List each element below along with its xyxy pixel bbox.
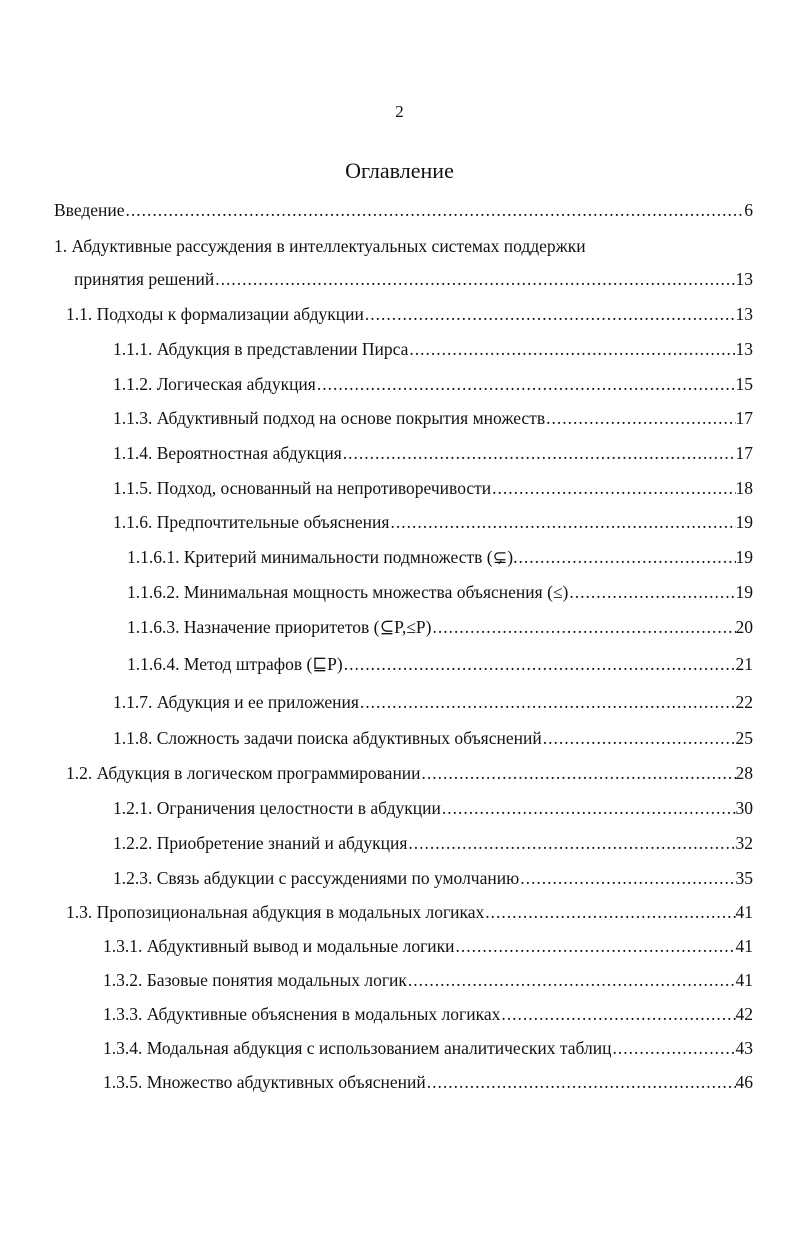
toc-entry-1-1-5[interactable] bbox=[113, 477, 753, 499]
toc-entry-1-3-2[interactable] bbox=[103, 969, 753, 991]
toc-entry-label: Введение bbox=[54, 200, 125, 220]
toc-entry-1-2-3[interactable] bbox=[113, 867, 753, 889]
page-number: 2 bbox=[395, 102, 404, 121]
toc-entry-page: 18 bbox=[735, 478, 753, 498]
toc-entry-page: 17 bbox=[735, 408, 753, 428]
toc-entry-introduction[interactable] bbox=[54, 199, 753, 221]
toc-entry-label: 1.1.6.1. Критерий минимальности подмножеств (⊊). bbox=[127, 547, 518, 567]
toc-entry-1-1-2[interactable] bbox=[113, 373, 753, 395]
toc-leader-dots bbox=[517, 546, 735, 568]
toc-entry-label: 1.1.1. Абдукция в представлении Пирса bbox=[113, 339, 409, 359]
toc-entry-label: 1.1.8. Сложность задачи поиска абдуктивных объяснений bbox=[113, 728, 542, 748]
toc-entry-label: принятия решений bbox=[74, 269, 215, 289]
toc-entry-1-3[interactable] bbox=[66, 901, 753, 923]
toc-leader-dots bbox=[343, 653, 736, 675]
toc-entry-label: 1.3.5. Множество абдуктивных объяснений bbox=[103, 1072, 426, 1092]
toc-entry-page: 41 bbox=[735, 936, 753, 956]
toc-entry-page: 32 bbox=[735, 833, 753, 853]
toc-entry-label: 1.2.1. Ограничения целостности в абдукции bbox=[113, 798, 441, 818]
toc-entry-page: 20 bbox=[735, 617, 753, 637]
toc-entry-label: 1.2. Абдукция в логическом программировании bbox=[66, 763, 421, 783]
toc-entry-label: 1.1.6.3. Назначение приоритетов (⊆P,≤P) bbox=[127, 617, 432, 637]
toc-entry-page: 25 bbox=[735, 728, 753, 748]
toc-entry-label: 1.1.7. Абдукция и ее приложения bbox=[113, 692, 359, 712]
toc-leader-dots bbox=[454, 935, 735, 957]
toc-entry-1-3-1[interactable] bbox=[103, 935, 753, 957]
toc-leader-dots bbox=[316, 373, 736, 395]
toc-entry-label: 1.3.2. Базовые понятия модальных логик bbox=[103, 970, 407, 990]
toc-entry-page: 17 bbox=[735, 443, 753, 463]
toc-leader-dots bbox=[500, 1003, 735, 1025]
toc-leader-dots bbox=[389, 511, 735, 533]
toc-entry-1-1[interactable] bbox=[66, 303, 753, 325]
toc-entry-label: 1.1.4. Вероятностная абдукция bbox=[113, 443, 342, 463]
toc-leader-dots bbox=[568, 581, 735, 603]
toc-entry-1-1-6-3[interactable] bbox=[127, 616, 753, 638]
toc-entry-label: 1.1.6. Предпочтительные объяснения bbox=[113, 512, 390, 532]
toc-entry-1-2-2[interactable] bbox=[113, 832, 753, 854]
toc-entry-1-1-4[interactable] bbox=[113, 442, 753, 464]
toc-entry-1-1-1[interactable] bbox=[113, 338, 753, 360]
toc-entry-label: 1.1.3. Абдуктивный подход на основе покрытия множеств bbox=[113, 408, 546, 428]
toc-entry-1-1-6[interactable] bbox=[113, 511, 753, 533]
toc-entry-1-1-6-1[interactable] bbox=[127, 546, 753, 568]
toc-leader-dots bbox=[545, 407, 735, 429]
toc-leader-dots bbox=[491, 477, 735, 499]
toc-entry-1-1-6-4[interactable] bbox=[127, 653, 753, 675]
toc-entry-page: 13 bbox=[735, 304, 753, 324]
toc-entry-page: 35 bbox=[735, 868, 753, 888]
toc-entry-1-1-6-2[interactable] bbox=[127, 581, 753, 603]
toc-leader-dots bbox=[519, 867, 735, 889]
toc-entry-1-3-5[interactable] bbox=[103, 1071, 753, 1093]
toc-entry-page: 28 bbox=[735, 763, 753, 783]
toc-entry-label: 1.1.2. Логическая абдукция bbox=[113, 374, 316, 394]
toc-entry-1-2[interactable] bbox=[66, 762, 753, 784]
toc-entry-page: 19 bbox=[735, 582, 753, 602]
toc-entry-1-3-3[interactable] bbox=[103, 1003, 753, 1025]
toc-entry-page: 19 bbox=[735, 512, 753, 532]
toc-leader-dots bbox=[431, 616, 735, 638]
toc-entry-chapter-1-cont[interactable] bbox=[74, 268, 753, 290]
toc-entry-page: 6 bbox=[744, 200, 753, 220]
toc-leader-dots bbox=[426, 1071, 736, 1093]
toc-entry-page: 13 bbox=[735, 339, 753, 359]
toc-entry-page: 21 bbox=[735, 654, 753, 674]
toc-leader-dots bbox=[441, 797, 736, 819]
toc-leader-dots bbox=[342, 442, 736, 464]
toc-entry-label: 1.1. Подходы к формализации абдукции bbox=[66, 304, 364, 324]
toc-entry-label: 1.3.1. Абдуктивный вывод и модальные логики bbox=[103, 936, 455, 956]
toc-entry-1-1-8[interactable] bbox=[113, 727, 753, 749]
toc-entry-page: 13 bbox=[735, 269, 753, 289]
toc-entry-1-2-1[interactable] bbox=[113, 797, 753, 819]
toc-entry-chapter-1[interactable] bbox=[54, 235, 586, 257]
toc-entry-label: 1.1.6.2. Минимальная мощность множества объяснения (≤) bbox=[127, 582, 569, 602]
toc-entry-page: 41 bbox=[735, 902, 753, 922]
toc-leader-dots bbox=[542, 727, 736, 749]
toc-leader-dots bbox=[421, 762, 736, 784]
toc-leader-dots bbox=[407, 969, 736, 991]
toc-entry-1-1-3[interactable] bbox=[113, 407, 753, 429]
toc-leader-dots bbox=[214, 268, 735, 290]
toc-entry-page: 19 bbox=[735, 547, 753, 567]
toc-leader-dots bbox=[611, 1037, 735, 1059]
toc-entry-label: 1.1.5. Подход, основанный на непротиворечивости bbox=[113, 478, 492, 498]
toc-entry-label: 1.2.2. Приобретение знаний и абдукция bbox=[113, 833, 408, 853]
toc-entry-label: 1.3. Пропозициональная абдукция в модальных логиках bbox=[66, 902, 485, 922]
toc-entry-page: 43 bbox=[735, 1038, 753, 1058]
toc-entry-page: 46 bbox=[735, 1072, 753, 1092]
toc-leader-dots bbox=[125, 199, 745, 221]
toc-title: Оглавление bbox=[345, 158, 454, 183]
toc-entry-page: 22 bbox=[735, 692, 753, 712]
toc-entry-page: 30 bbox=[735, 798, 753, 818]
toc-leader-dots bbox=[408, 338, 735, 360]
toc-entry-page: 15 bbox=[735, 374, 753, 394]
toc-leader-dots bbox=[364, 303, 736, 325]
toc-entry-1-1-7[interactable] bbox=[113, 691, 753, 713]
toc-entry-page: 42 bbox=[735, 1004, 753, 1024]
toc-leader-dots bbox=[359, 691, 736, 713]
toc-entry-page: 41 bbox=[735, 970, 753, 990]
toc-entry-label: 1. Абдуктивные рассуждения в интеллектуальных системах поддержки bbox=[54, 236, 586, 256]
toc-leader-dots bbox=[484, 901, 735, 923]
toc-entry-label: 1.1.6.4. Метод штрафов (⊑P) bbox=[127, 654, 343, 674]
toc-leader-dots bbox=[407, 832, 735, 854]
toc-entry-label: 1.3.3. Абдуктивные объяснения в модальных логиках bbox=[103, 1004, 501, 1024]
toc-entry-1-3-4[interactable] bbox=[103, 1037, 753, 1059]
toc-entry-label: 1.2.3. Связь абдукции с рассуждениями по умолчанию bbox=[113, 868, 520, 888]
toc-entry-label: 1.3.4. Модальная абдукция с использованием аналитических таблиц bbox=[103, 1038, 612, 1058]
